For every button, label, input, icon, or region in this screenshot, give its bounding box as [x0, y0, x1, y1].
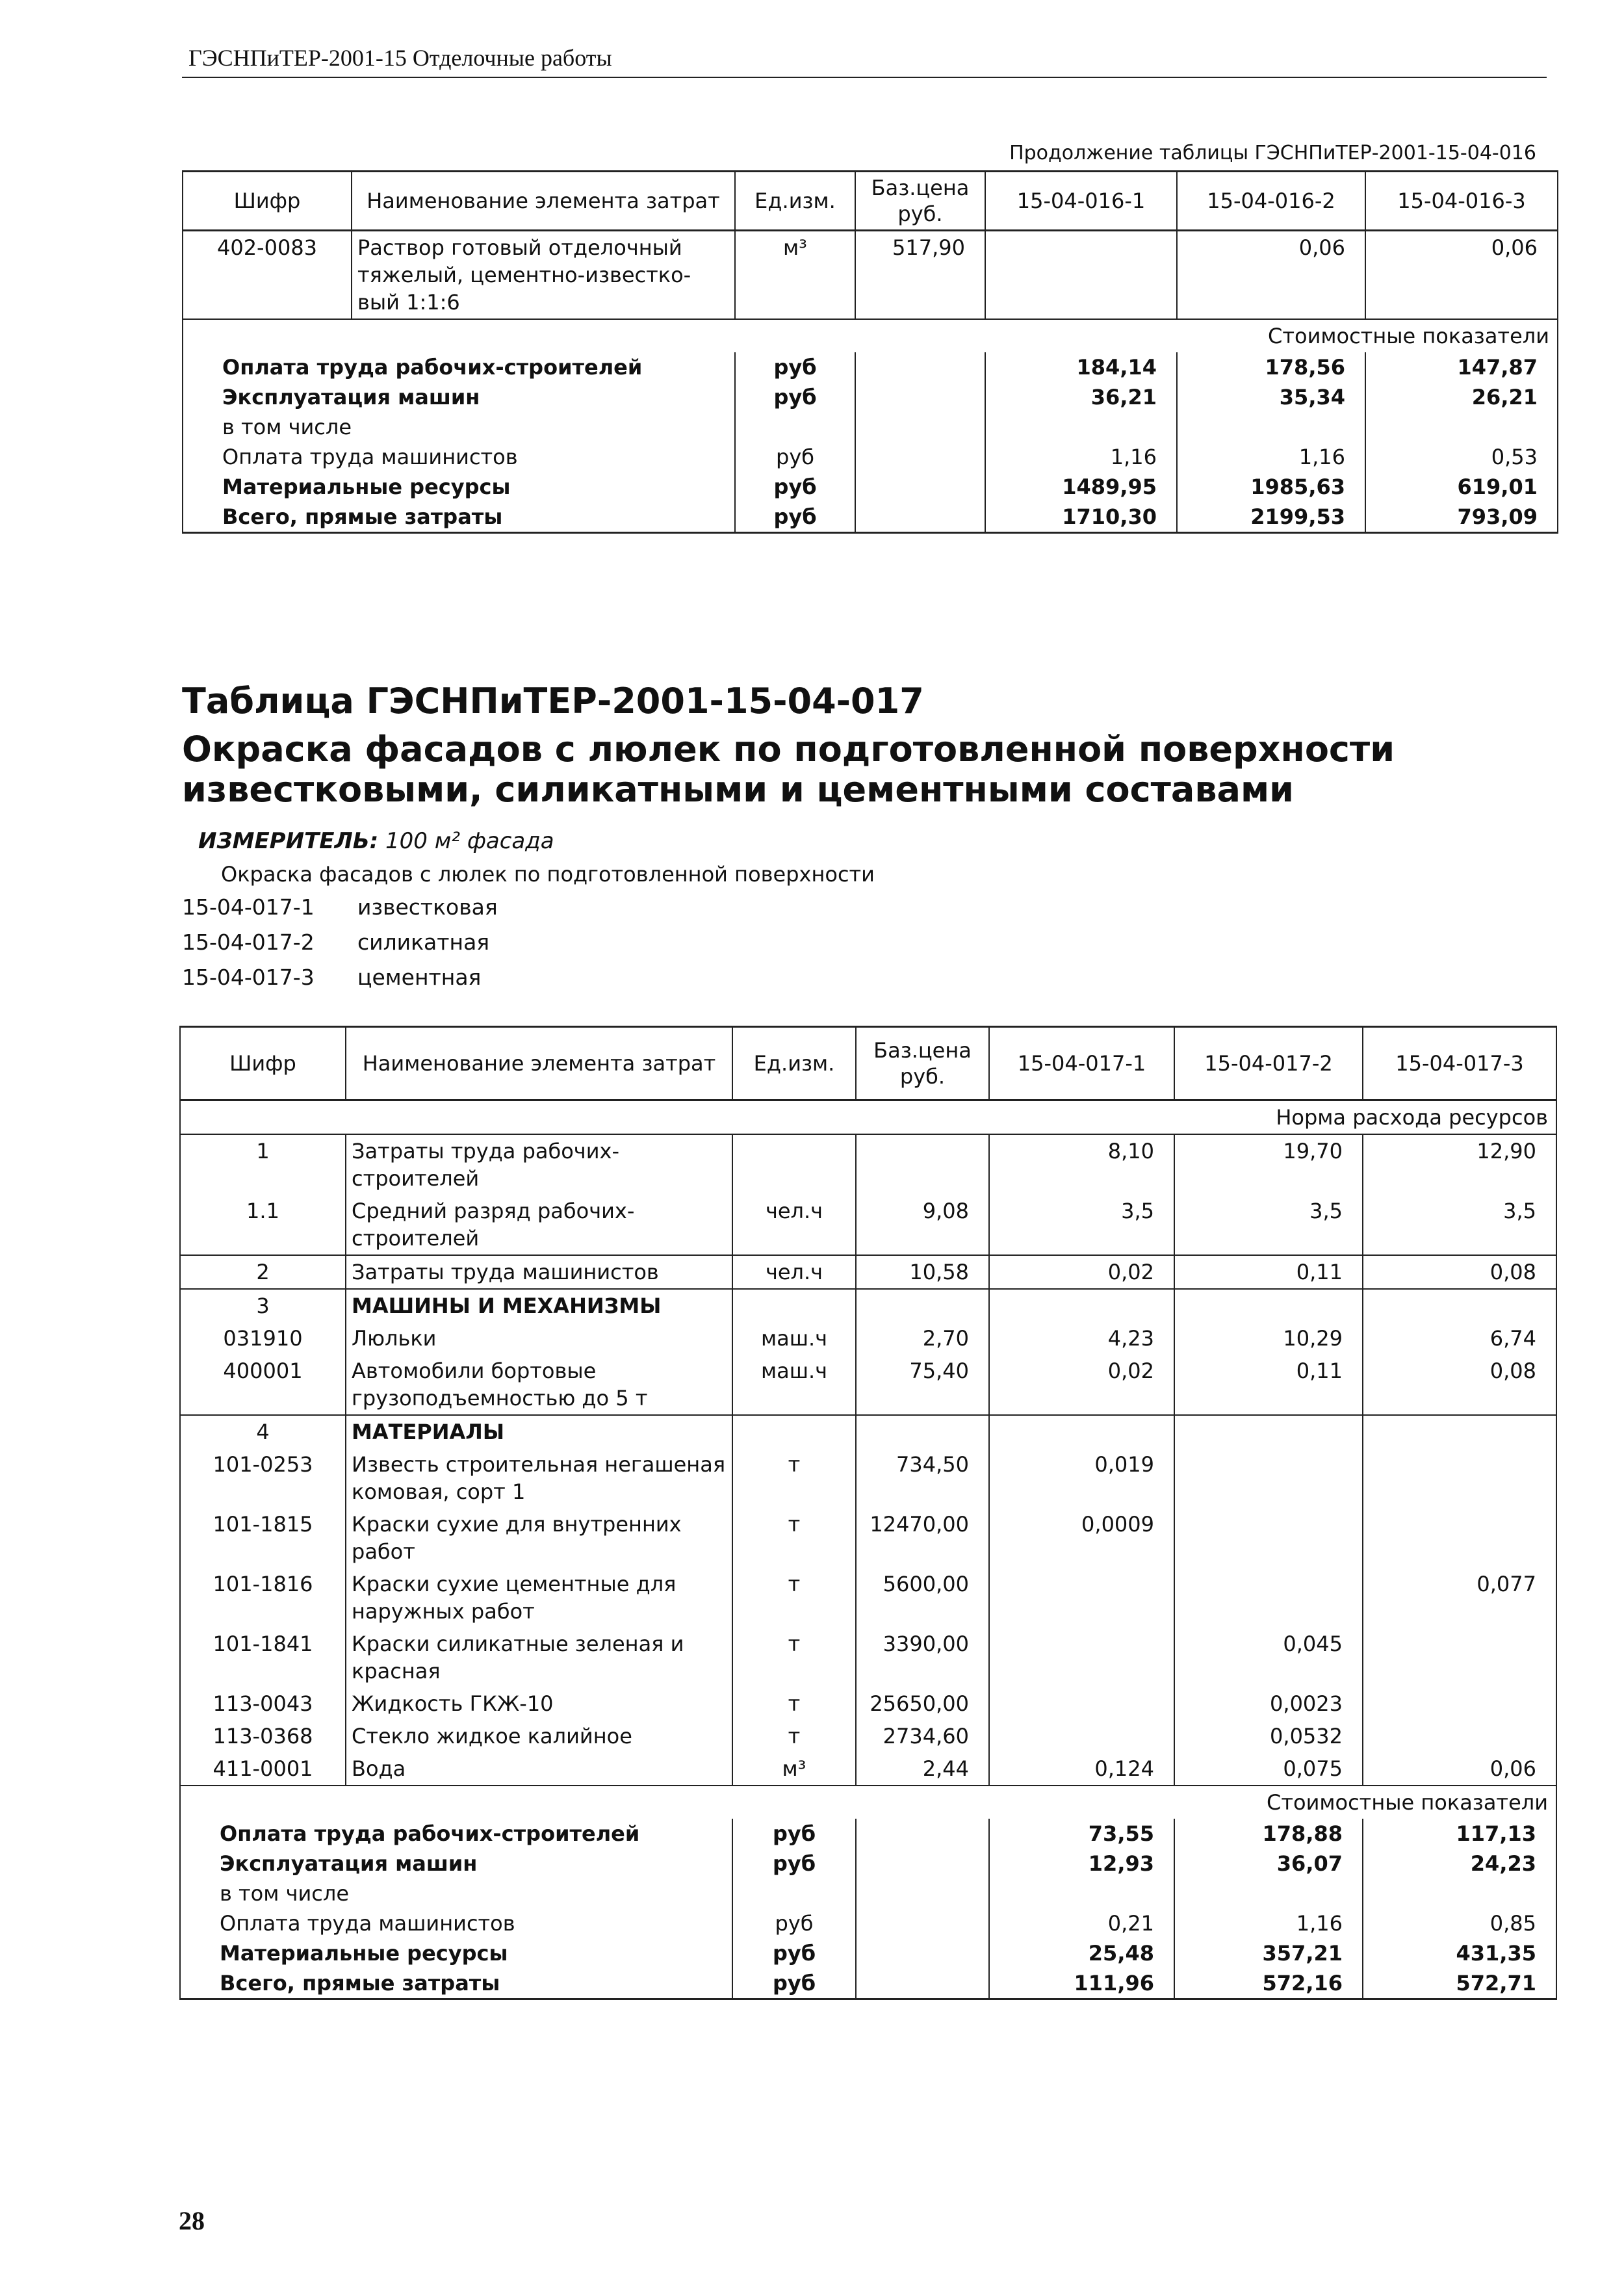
measurement-value: 100 м² фасада — [385, 828, 554, 854]
table-title: Таблица ГЭСНПиТЕР-2001-15-04-017 — [182, 681, 924, 722]
summary-label: Эксплуатация машин — [180, 1849, 732, 1878]
section-row — [180, 1100, 1556, 1135]
header-cell: 15-04-017-3 — [1363, 1027, 1556, 1100]
name-cell: Люльки — [346, 1322, 732, 1355]
group-title-row — [180, 1289, 1556, 1322]
code-cell: 101-1815 — [180, 1508, 346, 1568]
name-cell: Стекло жидкое калийное — [346, 1720, 732, 1752]
value-cell: 1489,95 — [985, 472, 1177, 502]
price-cell: 5600,00 — [856, 1568, 989, 1628]
variant-item — [182, 965, 481, 990]
name-cell: Жидкость ГКЖ-10 — [346, 1687, 732, 1720]
empty-cell — [855, 442, 985, 472]
value-cell: 0,11 — [1174, 1255, 1363, 1289]
value-cell — [1174, 1878, 1363, 1908]
summary-row — [183, 352, 1558, 382]
value-cell: 24,23 — [1363, 1849, 1556, 1878]
empty-cell — [856, 1968, 989, 1999]
unit-cell: т — [732, 1448, 856, 1508]
table-15-04-017 — [179, 1026, 1557, 2000]
value-cell: 0,02 — [989, 1255, 1174, 1289]
value-cell: 0,21 — [989, 1908, 1174, 1938]
price-cell: 2,44 — [856, 1752, 989, 1786]
group-code: 4 — [180, 1415, 346, 1448]
code-cell: 113-0368 — [180, 1720, 346, 1752]
table-row — [180, 1355, 1556, 1415]
value-cell: 12,93 — [989, 1849, 1174, 1878]
name-cell: Известь строительная негашеная комовая, сорт 1 — [346, 1448, 732, 1508]
value-cell — [1174, 1508, 1363, 1568]
unit-cell: руб — [735, 352, 855, 382]
header-cell: 15-04-016-2 — [1177, 172, 1365, 231]
value-cell: 6,74 — [1363, 1322, 1556, 1355]
table-15-04-016-continuation — [182, 170, 1558, 534]
empty-cell — [855, 502, 985, 533]
summary-label: в том числе — [183, 412, 735, 442]
value-cell: 0,85 — [1363, 1908, 1556, 1938]
value-cell: 117,13 — [1363, 1819, 1556, 1849]
header-cell: Баз.цена руб. — [855, 172, 985, 231]
value-cell: 0,08 — [1363, 1255, 1556, 1289]
code-cell: 411-0001 — [180, 1752, 346, 1786]
price-cell: 2734,60 — [856, 1720, 989, 1752]
group-code: 3 — [180, 1289, 346, 1322]
empty-cell — [856, 1908, 989, 1938]
header-rule — [182, 77, 1547, 78]
unit-cell: руб — [732, 1968, 856, 1999]
value-cell: 147,87 — [1365, 352, 1558, 382]
value-cell: 0,019 — [989, 1448, 1174, 1508]
value-cell: 36,07 — [1174, 1849, 1363, 1878]
price-cell: 12470,00 — [856, 1508, 989, 1568]
code-cell: 1 — [180, 1134, 346, 1195]
table-row — [180, 1195, 1556, 1255]
value-cell: 0,0532 — [1174, 1720, 1363, 1752]
unit-cell: чел.ч — [732, 1255, 856, 1289]
unit-cell: т — [732, 1508, 856, 1568]
header-cell: Ед.изм. — [735, 172, 855, 231]
variant-code: 15-04-017-3 — [182, 965, 315, 990]
price-cell: 734,50 — [856, 1448, 989, 1508]
value-cell: 1710,30 — [985, 502, 1177, 533]
value-cell: 0,0023 — [1174, 1687, 1363, 1720]
group-title: МАШИНЫ И МЕХАНИЗМЫ — [346, 1289, 732, 1322]
value-cell — [989, 1720, 1174, 1752]
summary-label: Всего, прямые затраты — [180, 1968, 732, 1999]
value-cell: 0,045 — [1174, 1628, 1363, 1687]
code-cell: 101-1841 — [180, 1628, 346, 1687]
price-cell: 25650,00 — [856, 1687, 989, 1720]
machine-rows — [180, 1322, 1556, 1415]
value-cell: 793,09 — [1365, 502, 1558, 533]
value-cell: 26,21 — [1365, 382, 1558, 412]
summary-label: Материальные ресурсы — [180, 1938, 732, 1968]
table-row — [180, 1687, 1556, 1720]
value-cell: 0,06 — [1365, 231, 1558, 320]
group-title-row — [180, 1415, 1556, 1448]
unit-cell: руб — [732, 1849, 856, 1878]
value-cell: 0,02 — [989, 1355, 1174, 1415]
header-cell: Баз.цена руб. — [856, 1027, 989, 1100]
summary-row — [180, 1878, 1556, 1908]
unit-cell: т — [732, 1628, 856, 1687]
section-row — [183, 319, 1558, 352]
unit-cell: руб — [735, 502, 855, 533]
value-cell: 0,075 — [1174, 1752, 1363, 1786]
unit-cell: руб — [735, 382, 855, 412]
summary-row — [180, 1968, 1556, 1999]
value-cell: 2199,53 — [1177, 502, 1365, 533]
summary-rows — [183, 352, 1558, 533]
summary-row — [183, 412, 1558, 442]
value-cell: 0,08 — [1363, 1355, 1556, 1415]
value-cell: 1985,63 — [1177, 472, 1365, 502]
value-cell — [985, 231, 1177, 320]
table-row — [180, 1134, 1556, 1195]
summary-label: Материальные ресурсы — [183, 472, 735, 502]
value-cell: 0,06 — [1363, 1752, 1556, 1786]
value-cell: 8,10 — [989, 1134, 1174, 1195]
name-cell: Вода — [346, 1752, 732, 1786]
value-cell: 178,56 — [1177, 352, 1365, 382]
unit-cell: маш.ч — [732, 1355, 856, 1415]
summary-row — [180, 1938, 1556, 1968]
variant-label: цементная — [357, 965, 482, 990]
empty-cell — [855, 352, 985, 382]
empty-cell — [856, 1819, 989, 1849]
page-number: 28 — [179, 2206, 205, 2235]
name-cell: Краски сухие для внутренних работ — [346, 1508, 732, 1568]
header-cell: 15-04-017-1 — [989, 1027, 1174, 1100]
value-cell: 3,5 — [1174, 1195, 1363, 1255]
value-cell — [1174, 1448, 1363, 1508]
unit-cell — [732, 1878, 856, 1908]
section-row — [180, 1786, 1556, 1819]
price-cell: 75,40 — [856, 1355, 989, 1415]
value-cell — [989, 1878, 1174, 1908]
material-rows — [180, 1448, 1556, 1786]
unit-cell: маш.ч — [732, 1322, 856, 1355]
price-cell: 3390,00 — [856, 1628, 989, 1687]
summary-row — [180, 1908, 1556, 1938]
resource-rows — [183, 231, 1558, 320]
variant-code: 15-04-017-1 — [182, 894, 315, 920]
code-cell: 101-0253 — [180, 1448, 346, 1508]
value-cell — [1174, 1568, 1363, 1628]
value-cell — [989, 1687, 1174, 1720]
code-cell: 101-1816 — [180, 1568, 346, 1628]
value-cell: 4,23 — [989, 1322, 1174, 1355]
code-cell: 2 — [180, 1255, 346, 1289]
table-continuation-caption: Продолжение таблицы ГЭСНПиТЕР-2001-15-04-016 — [1009, 142, 1536, 164]
summary-row — [180, 1819, 1556, 1849]
unit-cell: руб — [735, 472, 855, 502]
summary-rows — [180, 1819, 1556, 1999]
price-cell: 2,70 — [856, 1322, 989, 1355]
labour-rows — [180, 1134, 1556, 1255]
price-cell: 10,58 — [856, 1255, 989, 1289]
value-cell: 3,5 — [1363, 1195, 1556, 1255]
summary-label: Оплата труда машинистов — [180, 1908, 732, 1938]
value-cell — [989, 1568, 1174, 1628]
value-cell: 25,48 — [989, 1938, 1174, 1968]
table-row — [180, 1255, 1556, 1289]
value-cell: 0,53 — [1365, 442, 1558, 472]
value-cell: 357,21 — [1174, 1938, 1363, 1968]
name-cell: Краски силикатные зеленая и красная — [346, 1628, 732, 1687]
price-cell — [856, 1134, 989, 1195]
header-cell: 15-04-016-3 — [1365, 172, 1558, 231]
variant-item — [182, 930, 489, 955]
name-cell: Автомобили бортовые грузоподъемностью до 5 т — [346, 1355, 732, 1415]
value-cell — [989, 1628, 1174, 1687]
header-cell: Наименование элемента затрат — [352, 172, 735, 231]
empty-cell — [856, 1849, 989, 1878]
table-header-row — [183, 172, 1558, 231]
value-cell: 572,16 — [1174, 1968, 1363, 1999]
variant-label: известковая — [357, 894, 498, 920]
name-cell: Средний разряд рабочих-строителей — [346, 1195, 732, 1255]
value-cell — [1363, 1687, 1556, 1720]
measurement-label: ИЗМЕРИТЕЛЬ: — [198, 828, 379, 854]
unit-cell: чел.ч — [732, 1195, 856, 1255]
summary-label: Оплата труда машинистов — [183, 442, 735, 472]
value-cell: 111,96 — [989, 1968, 1174, 1999]
name-cell: Затраты труда машинистов — [346, 1255, 732, 1289]
value-cell: 73,55 — [989, 1819, 1174, 1849]
value-cell: 35,34 — [1177, 382, 1365, 412]
value-cell — [985, 412, 1177, 442]
summary-label: Оплата труда рабочих-строителей — [180, 1819, 732, 1849]
summary-label: Всего, прямые затраты — [183, 502, 735, 533]
value-cell — [1177, 412, 1365, 442]
table-row — [180, 1752, 1556, 1786]
header-cell: Ед.изм. — [732, 1027, 856, 1100]
variant-code: 15-04-017-2 — [182, 930, 315, 955]
code-cell: 031910 — [180, 1322, 346, 1355]
section-label: Стоимостные показатели — [180, 1786, 1556, 1819]
empty-cell — [856, 1938, 989, 1968]
variant-item — [182, 894, 498, 920]
section-label: Норма расхода ресурсов — [180, 1100, 1556, 1135]
unit-cell: руб — [732, 1938, 856, 1968]
running-head: ГЭСНПиТЕР-2001-15 Отделочные работы — [188, 45, 612, 71]
value-cell: 0,124 — [989, 1752, 1174, 1786]
name-cell: Затраты труда рабочих-строителей — [346, 1134, 732, 1195]
empty-cell — [855, 382, 985, 412]
table-subtitle-line2: известковыми, силикатными и цементными составами — [182, 769, 1294, 810]
table-header-row — [180, 1027, 1556, 1100]
header-cell: 15-04-017-2 — [1174, 1027, 1363, 1100]
table-row — [180, 1720, 1556, 1752]
value-cell: 0,077 — [1363, 1568, 1556, 1628]
code-cell: 400001 — [180, 1355, 346, 1415]
table-subtitle: Окраска фасадов с люлек по подготовленной поверхности — [182, 729, 1395, 770]
value-cell: 431,35 — [1363, 1938, 1556, 1968]
table-row — [180, 1448, 1556, 1508]
unit-cell: руб — [732, 1819, 856, 1849]
value-cell — [1363, 1720, 1556, 1752]
work-description: Окраска фасадов с люлек по подготовленной поверхности — [221, 862, 875, 887]
value-cell: 10,29 — [1174, 1322, 1363, 1355]
unit-cell — [732, 1134, 856, 1195]
header-cell: Шифр — [180, 1027, 346, 1100]
group-title: МАТЕРИАЛЫ — [346, 1415, 732, 1448]
name-cell: Краски сухие цементные для наружных работ — [346, 1568, 732, 1628]
summary-row — [183, 472, 1558, 502]
code-cell: 1.1 — [180, 1195, 346, 1255]
value-cell — [1363, 1508, 1556, 1568]
unit-cell: т — [732, 1687, 856, 1720]
value-cell: 3,5 — [989, 1195, 1174, 1255]
code-cell: 402-0083 — [183, 231, 352, 320]
value-cell — [1365, 412, 1558, 442]
unit-cell: т — [732, 1720, 856, 1752]
summary-label: Эксплуатация машин — [183, 382, 735, 412]
value-cell: 572,71 — [1363, 1968, 1556, 1999]
unit-cell — [735, 412, 855, 442]
header-cell: 15-04-016-1 — [985, 172, 1177, 231]
unit-cell: руб — [732, 1908, 856, 1938]
table-row — [180, 1568, 1556, 1628]
summary-row — [180, 1849, 1556, 1878]
value-cell: 619,01 — [1365, 472, 1558, 502]
empty-cell — [856, 1878, 989, 1908]
summary-row — [183, 382, 1558, 412]
unit-cell: т — [732, 1568, 856, 1628]
empty-cell — [855, 472, 985, 502]
value-cell: 0,11 — [1174, 1355, 1363, 1415]
value-cell — [1363, 1448, 1556, 1508]
summary-row — [183, 442, 1558, 472]
empty-cell — [855, 412, 985, 442]
table-row — [180, 1322, 1556, 1355]
value-cell: 1,16 — [1177, 442, 1365, 472]
value-cell: 0,06 — [1177, 231, 1365, 320]
section-label: Стоимостные показатели — [183, 319, 1558, 352]
variant-label: силикатная — [357, 930, 490, 955]
value-cell: 36,21 — [985, 382, 1177, 412]
table-row — [180, 1508, 1556, 1568]
header-cell: Шифр — [183, 172, 352, 231]
table-row — [180, 1628, 1556, 1687]
summary-row — [183, 502, 1558, 533]
value-cell: 0,0009 — [989, 1508, 1174, 1568]
code-cell: 113-0043 — [180, 1687, 346, 1720]
header-cell: Наименование элемента затрат — [346, 1027, 732, 1100]
value-cell: 184,14 — [985, 352, 1177, 382]
price-cell: 517,90 — [855, 231, 985, 320]
price-cell: 9,08 — [856, 1195, 989, 1255]
value-cell: 178,88 — [1174, 1819, 1363, 1849]
value-cell — [1363, 1878, 1556, 1908]
operator-rows — [180, 1255, 1556, 1289]
table-row — [183, 231, 1558, 320]
name-cell: Раствор готовый отделочный тяжелый, цементно-известко-вый 1:1:6 — [352, 231, 735, 320]
unit-cell: м³ — [735, 231, 855, 320]
unit-cell: руб — [735, 442, 855, 472]
value-cell: 19,70 — [1174, 1134, 1363, 1195]
value-cell: 12,90 — [1363, 1134, 1556, 1195]
value-cell: 1,16 — [985, 442, 1177, 472]
measurement-unit — [198, 828, 554, 854]
summary-label: Оплата труда рабочих-строителей — [183, 352, 735, 382]
value-cell — [1363, 1628, 1556, 1687]
value-cell: 1,16 — [1174, 1908, 1363, 1938]
unit-cell: м³ — [732, 1752, 856, 1786]
summary-label: в том числе — [180, 1878, 732, 1908]
